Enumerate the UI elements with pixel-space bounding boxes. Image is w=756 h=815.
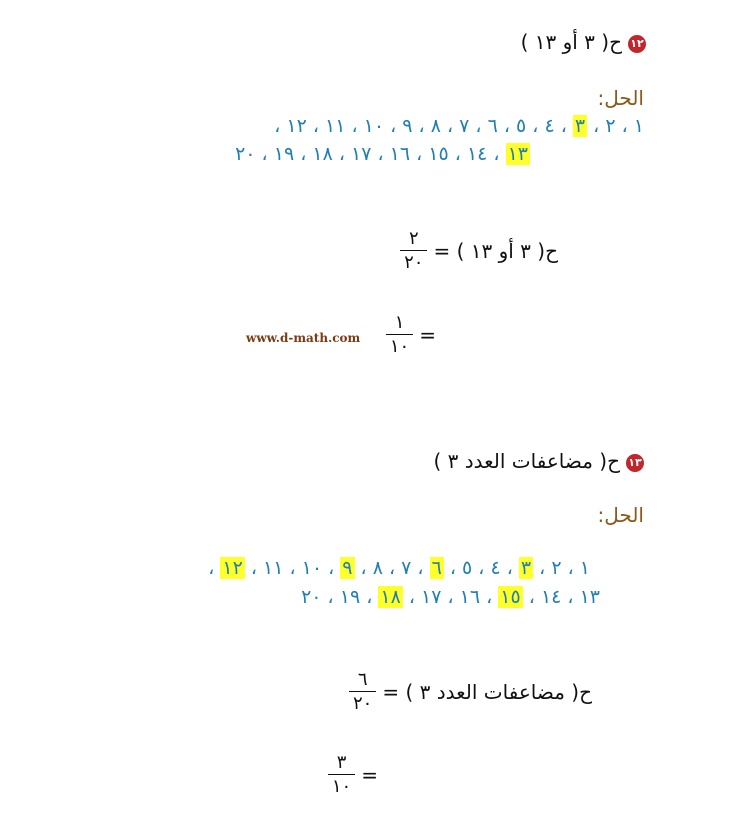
fraction-numerator: ٦ bbox=[357, 669, 368, 690]
highlighted-number: ١٣ bbox=[507, 143, 528, 165]
separator: ، bbox=[360, 586, 379, 608]
number: ٩ bbox=[402, 115, 413, 137]
highlighted-number: ٣ bbox=[520, 557, 532, 579]
fraction bbox=[400, 228, 427, 273]
question-number-badge: ١٢ bbox=[628, 35, 646, 53]
number: ٧ bbox=[459, 115, 470, 137]
separator: ، bbox=[487, 143, 506, 165]
separator: ، bbox=[345, 115, 364, 137]
q12-equation-2 bbox=[380, 312, 436, 357]
number: ٦ bbox=[487, 115, 498, 137]
q13-solution-label: الحل: bbox=[597, 503, 644, 527]
separator: ، bbox=[411, 557, 430, 579]
number: ١٧ bbox=[421, 586, 442, 608]
separator: ، bbox=[294, 143, 313, 165]
separator: ، bbox=[615, 115, 634, 137]
number: ١ bbox=[579, 557, 590, 579]
fraction-numerator: ١ bbox=[394, 312, 405, 333]
number: ٢٠ bbox=[235, 143, 256, 165]
number: ٨ bbox=[372, 557, 383, 579]
number: ٢ bbox=[605, 115, 616, 137]
separator: ، bbox=[441, 586, 460, 608]
q13-equation-2 bbox=[322, 752, 378, 797]
separator: ، bbox=[440, 115, 460, 137]
separator: ، bbox=[283, 557, 302, 579]
separator: ، bbox=[469, 115, 488, 137]
separator: ، bbox=[448, 143, 467, 165]
number: ١٣ bbox=[579, 586, 600, 608]
q13-equation-1 bbox=[343, 669, 592, 714]
highlighted-number: ٦ bbox=[431, 557, 442, 579]
number: ١ bbox=[633, 115, 644, 137]
question-13-title: ح( مضاعفات العدد ٣ ) bbox=[433, 449, 620, 473]
number: ١٠ bbox=[301, 557, 323, 579]
number: ١٤ bbox=[466, 143, 488, 165]
separator: ، bbox=[321, 586, 340, 608]
fraction-numerator: ٢ bbox=[408, 228, 419, 249]
separator: ، bbox=[384, 115, 403, 137]
q12-number-row-2 bbox=[235, 143, 530, 165]
equation-equals: = bbox=[361, 762, 378, 787]
number: ٥ bbox=[516, 115, 527, 137]
fraction-denominator: ١٠ bbox=[386, 334, 413, 357]
equation-lhs: ح( ٣ أو ١٣ ) = bbox=[433, 238, 558, 263]
number: ١١ bbox=[325, 115, 346, 137]
number: ١٢ bbox=[286, 115, 307, 137]
fraction-denominator: ١٠ bbox=[328, 774, 355, 797]
question-12-title: ح( ٣ أو ١٣ ) bbox=[520, 30, 622, 54]
separator: ، bbox=[533, 557, 552, 579]
number: ١٦ bbox=[459, 586, 481, 608]
equation-equals: = bbox=[419, 322, 436, 347]
number: ٥ bbox=[462, 557, 473, 579]
number: ٤ bbox=[490, 557, 501, 579]
number: ١٩ bbox=[339, 586, 361, 608]
number: ١٤ bbox=[540, 586, 562, 608]
separator: ، bbox=[412, 115, 431, 137]
separator: ، bbox=[306, 115, 325, 137]
separator: ، bbox=[274, 115, 287, 137]
number: ١٥ bbox=[428, 143, 449, 165]
fraction bbox=[349, 669, 376, 714]
fraction-denominator: ٢٠ bbox=[349, 691, 376, 714]
separator: ، bbox=[208, 557, 221, 579]
q13-number-row-1 bbox=[208, 557, 590, 579]
number: ١٠ bbox=[363, 115, 385, 137]
separator: ، bbox=[322, 557, 341, 579]
question-number-badge: ١٣ bbox=[626, 454, 644, 472]
number: ١٨ bbox=[312, 143, 333, 165]
separator: ، bbox=[332, 143, 352, 165]
number: ٧ bbox=[401, 557, 412, 579]
number: ٢ bbox=[551, 557, 562, 579]
fraction bbox=[386, 312, 413, 357]
site-watermark: www.d-math.com bbox=[246, 331, 361, 345]
separator: ، bbox=[480, 586, 499, 608]
number: ٢٠ bbox=[301, 586, 322, 608]
separator: ، bbox=[472, 557, 491, 579]
separator: ، bbox=[561, 557, 580, 579]
separator: ، bbox=[402, 586, 422, 608]
separator: ، bbox=[497, 115, 517, 137]
separator: ، bbox=[554, 115, 573, 137]
question-12-title-row bbox=[521, 30, 646, 54]
number: ١١ bbox=[263, 557, 284, 579]
separator: ، bbox=[382, 557, 402, 579]
number: ١٩ bbox=[273, 143, 295, 165]
highlighted-number: ٣ bbox=[574, 115, 586, 137]
q12-number-row-1 bbox=[274, 115, 644, 137]
highlighted-number: ١٥ bbox=[500, 586, 521, 608]
separator: ، bbox=[371, 143, 390, 165]
fraction-denominator: ٢٠ bbox=[400, 250, 427, 273]
separator: ، bbox=[500, 557, 519, 579]
q12-equation-1 bbox=[394, 228, 558, 273]
q13-number-row-2 bbox=[301, 586, 600, 608]
separator: ، bbox=[587, 115, 606, 137]
highlighted-number: ١٨ bbox=[380, 586, 401, 608]
number: ٤ bbox=[544, 115, 555, 137]
separator: ، bbox=[255, 143, 274, 165]
q12-solution-label: الحل: bbox=[597, 86, 644, 110]
fraction bbox=[328, 752, 355, 797]
separator: ، bbox=[354, 557, 373, 579]
number: ١٦ bbox=[389, 143, 411, 165]
separator: ، bbox=[561, 586, 580, 608]
question-13-title-row bbox=[433, 449, 644, 473]
number: ١٧ bbox=[351, 143, 372, 165]
equation-lhs: ح( مضاعفات العدد ٣ ) = bbox=[382, 679, 592, 704]
number: ٨ bbox=[430, 115, 441, 137]
separator: ، bbox=[244, 557, 263, 579]
highlighted-number: ١٢ bbox=[222, 557, 243, 579]
separator: ، bbox=[526, 115, 545, 137]
separator: ، bbox=[522, 586, 541, 608]
separator: ، bbox=[443, 557, 463, 579]
highlighted-number: ٩ bbox=[342, 557, 353, 579]
fraction-numerator: ٣ bbox=[336, 752, 347, 773]
separator: ، bbox=[410, 143, 429, 165]
